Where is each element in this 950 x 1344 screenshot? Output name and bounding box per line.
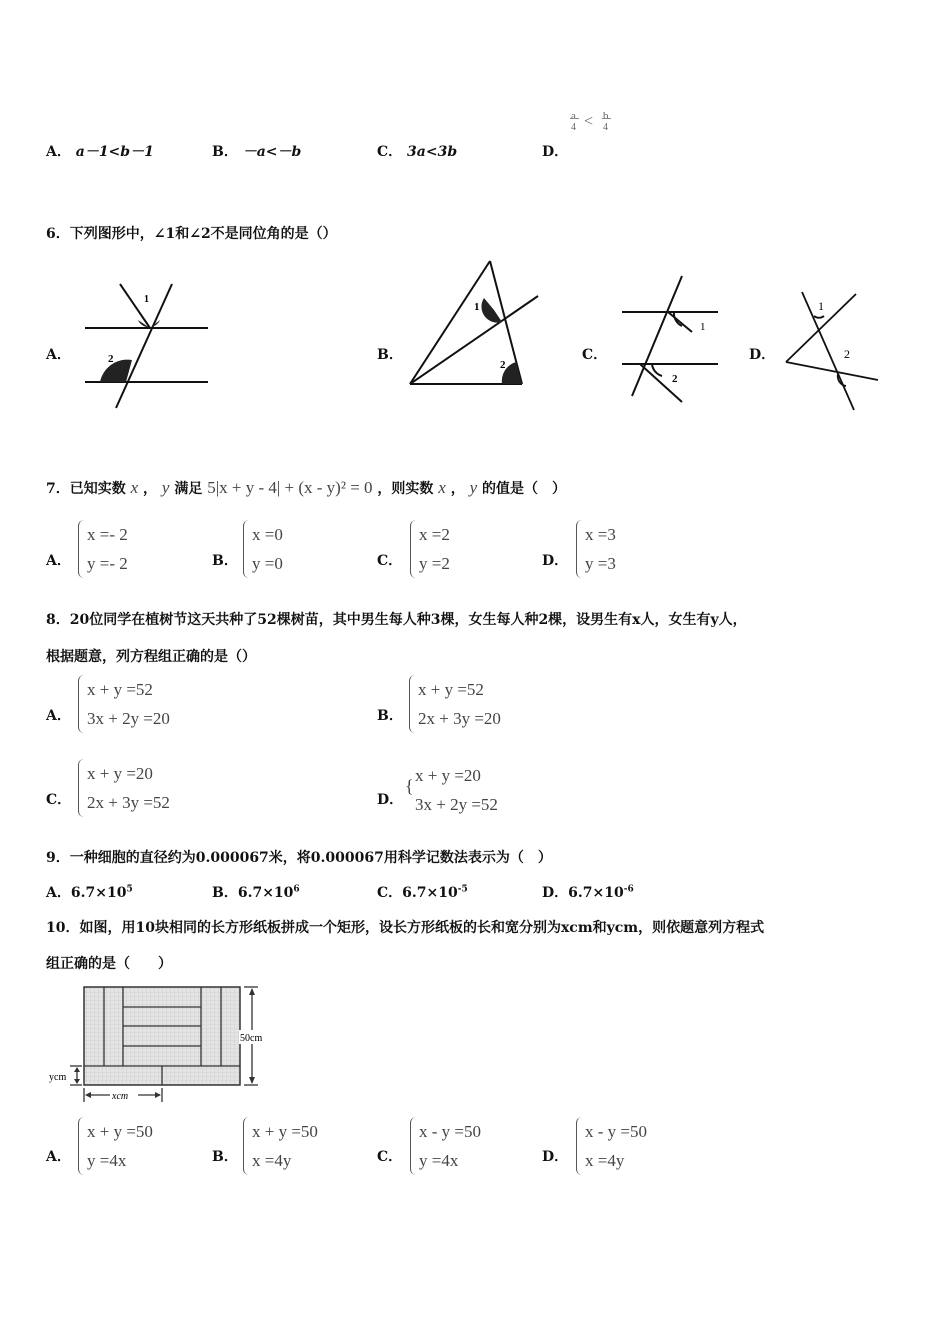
q8-option-c-label[interactable]: C．	[46, 792, 72, 808]
q9-stem: 9．一种细胞的直径约为0.000067米，将0.000067用科学记数法表示为（ ）	[46, 850, 552, 866]
q7-option-b-label[interactable]: B．	[212, 553, 238, 569]
q7-expression: 5|x + y - 4| + (x - y)² = 0	[207, 478, 373, 497]
svg-text:2: 2	[844, 347, 850, 361]
q7-option-b-system: x =0 y =0	[243, 520, 283, 578]
q10-figure	[46, 980, 286, 1106]
q10-option-a-system: x + y =50 y =4x	[78, 1117, 153, 1175]
q5-option-a[interactable]: A． a－1<b－1	[46, 144, 154, 160]
q10-option-d-system: x - y =50 x =4y	[576, 1117, 647, 1175]
q8-option-a-label[interactable]: A．	[46, 708, 71, 724]
svg-text:1: 1	[700, 321, 706, 333]
q6-option-b-label[interactable]: B．	[377, 347, 403, 363]
q7-stem: 7．已知实数 x ， y 满足 5|x + y - 4| + (x - y)² = 0 ，则实数 x ， y 的值是（ ）	[46, 478, 566, 497]
q5-option-a-text: a－1<b－1	[75, 144, 154, 160]
q6-option-a-label[interactable]: A．	[46, 347, 71, 363]
q10-option-b-label[interactable]: B．	[212, 1149, 238, 1165]
q10-figure-ycm: ycm	[49, 1072, 67, 1083]
q7-option-d-label[interactable]: D．	[542, 553, 569, 569]
q6-option-d-label[interactable]: D．	[749, 347, 776, 363]
q9-option-d[interactable]: D．$6.7\times 10^{-6}$	[542, 884, 634, 901]
q5-option-b-text: －a<－b	[242, 144, 302, 160]
q5-option-d[interactable]: D．	[542, 144, 569, 160]
q5-option-b[interactable]: B． －a<－b	[212, 144, 302, 160]
q7-option-c-label[interactable]: C．	[377, 553, 403, 569]
q10-figure-50cm: 50cm	[240, 1033, 263, 1044]
svg-text:1: 1	[474, 301, 480, 313]
q7-option-c-system: x =2 y =2	[410, 520, 450, 578]
q8-stem-line2: 根据题意，列方程组正确的是（）	[46, 649, 256, 665]
q5-option-c[interactable]: C． 3a<3b	[377, 144, 458, 160]
q5-option-d-fraction: a 4 < b 4	[568, 110, 618, 142]
svg-text:2: 2	[108, 353, 114, 365]
q10-option-b-system: x + y =50 x =4y	[243, 1117, 318, 1175]
q9-option-b[interactable]: B．$6.7\times 10^6$	[212, 884, 300, 901]
q6-figure-d	[780, 286, 884, 414]
svg-text:1: 1	[144, 294, 149, 305]
q8-option-a-system: x + y =52 3x + 2y =20	[78, 675, 170, 733]
q10-option-c-system: x - y =50 y =4x	[410, 1117, 481, 1175]
q6-figure-a	[80, 280, 215, 412]
q8-option-c-system: x + y =20 2x + 3y =52	[78, 759, 170, 817]
svg-text:2: 2	[500, 359, 506, 371]
q9-option-a[interactable]: A．$6.7\times 10^5$	[46, 884, 133, 901]
q10-stem-line2: 组正确的是（ ）	[46, 956, 172, 972]
svg-text:2: 2	[672, 373, 678, 385]
q6-figure-c	[618, 272, 724, 404]
q6-figure-b	[402, 256, 544, 391]
q9-option-c[interactable]: C．$6.7\times 10^{-5}$	[377, 884, 468, 901]
q6-stem: 6．下列图形中，∠1和∠2不是同位角的是（）	[46, 226, 337, 242]
q10-option-d-label[interactable]: D．	[542, 1149, 569, 1165]
q8-stem-line1: 8．20位同学在植树节这天共种了52棵树苗，其中男生每人种3棵，女生每人种2棵，设男生有x人，女生有y人，	[46, 612, 747, 628]
q7-option-a-system: x =- 2 y =- 2	[78, 520, 128, 578]
q8-option-d-system: x + y =20 3x + 2y =52	[415, 766, 498, 814]
q8-option-d-brace: {	[405, 776, 414, 796]
q7-option-a-label[interactable]: A．	[46, 553, 71, 569]
q7-option-d-system: x =3 y =3	[576, 520, 616, 578]
q8-option-b-label[interactable]: B．	[377, 708, 403, 724]
q10-stem-line1: 10．如图，用10块相同的长方形纸板拼成一个矩形，设长方形纸板的长和宽分别为xcm和ycm，则依题意列方程式	[46, 920, 765, 936]
q5-option-c-text: 3a<3b	[407, 144, 458, 160]
q10-figure-xcm: xcm	[112, 1091, 129, 1102]
svg-text:1: 1	[818, 299, 824, 313]
q10-option-a-label[interactable]: A．	[46, 1149, 71, 1165]
q8-option-d-label[interactable]: D．	[377, 792, 404, 808]
q6-option-c-label[interactable]: C．	[582, 347, 608, 363]
q10-option-c-label[interactable]: C．	[377, 1149, 403, 1165]
q8-option-b-system: x + y =52 2x + 3y =20	[409, 675, 501, 733]
